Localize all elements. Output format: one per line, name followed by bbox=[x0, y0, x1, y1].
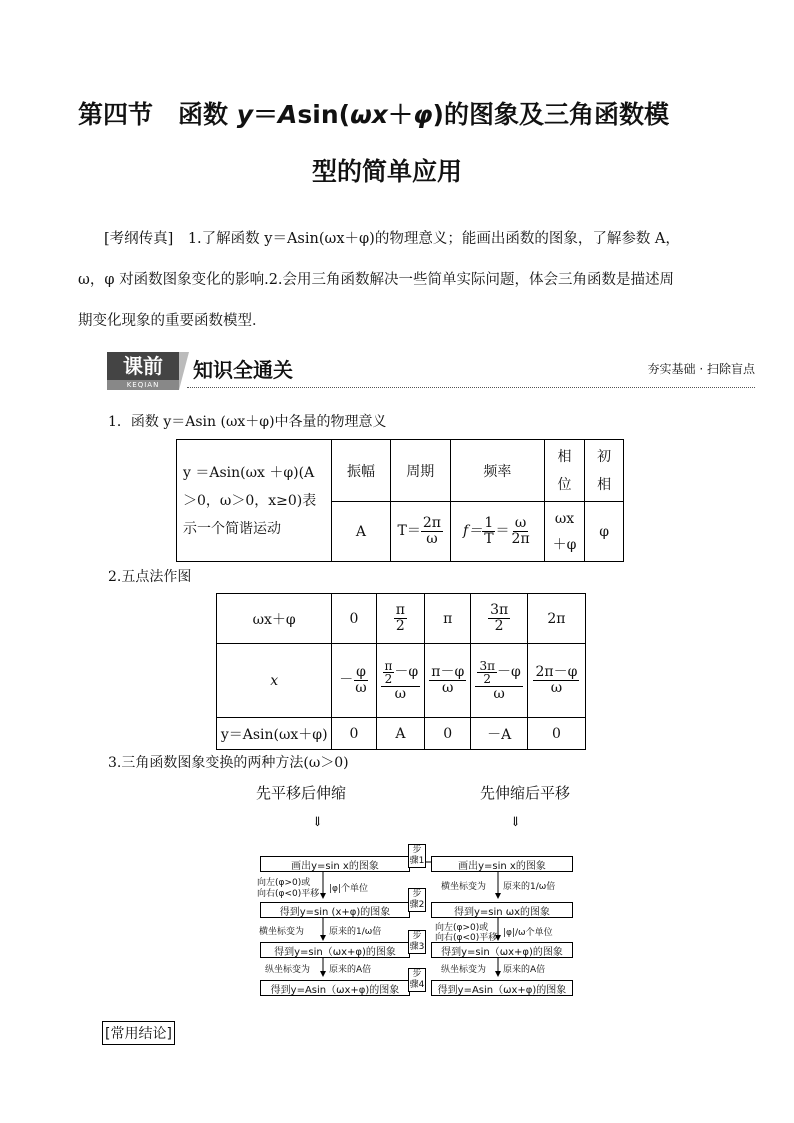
row3-c5: 0 bbox=[527, 718, 585, 750]
value-period: T＝ $\frac{2\pi}{\omega}$ bbox=[390, 502, 450, 562]
header-phase: 相 位 bbox=[544, 440, 585, 502]
row3-c1: 0 bbox=[332, 718, 376, 750]
banner-corner bbox=[179, 352, 189, 390]
right-box-2: 得到y=sin ωx的图象 bbox=[431, 902, 573, 918]
intro-line3: 期变化现象的重要函数模型． bbox=[78, 313, 267, 329]
value-phase: ωx ＋φ bbox=[544, 502, 585, 562]
step-3-label: 步骤3 bbox=[409, 931, 425, 952]
physics-desc-cell: y ＝Asin(ωx ＋φ)(A ＞0，ω＞0，x≥0)表 示一个简谐运动 bbox=[177, 440, 332, 562]
left-transform-1a: 向左(φ>0)或 bbox=[257, 878, 311, 888]
header-period: 周期 bbox=[390, 440, 450, 502]
physics-table bbox=[176, 439, 624, 562]
row1-c5: 2π bbox=[527, 594, 585, 644]
header-initial-phase: 初 相 bbox=[585, 440, 624, 502]
intro-tag: [考纲传真] bbox=[104, 231, 174, 247]
row3-c4: －A bbox=[471, 718, 528, 750]
right-transform-3a: 纵坐标变为 bbox=[441, 965, 487, 975]
row1-c3: π bbox=[425, 594, 471, 644]
right-box-4: 得到y=Asin（ωx+φ)的图象 bbox=[431, 980, 573, 996]
right-method-title: 先伸缩后平移 bbox=[480, 784, 571, 802]
banner-tag-sub: KEQIAN bbox=[107, 380, 179, 390]
right-transform-2a: 向左(φ>0)或 bbox=[435, 923, 489, 933]
section1-heading: 1．函数 y＝Asin (ωx＋φ)中各量的物理意义 bbox=[108, 414, 387, 430]
left-box-4: 得到y=Asin（ωx+φ)的图象 bbox=[260, 980, 410, 996]
section3-heading: 3.三角函数图象变换的两种方法(ω＞0) bbox=[108, 755, 349, 771]
left-transform-3b: 原来的A倍 bbox=[329, 965, 372, 975]
five-point-table bbox=[216, 593, 586, 750]
step-4-label: 步骤4 bbox=[409, 969, 425, 990]
row1-c4: $\frac{3\pi}{2}$ bbox=[471, 594, 528, 644]
right-transform-2c: |φ|/ω个单位 bbox=[503, 928, 553, 938]
header-frequency: 频率 bbox=[450, 440, 544, 502]
banner-rule bbox=[187, 387, 755, 388]
left-transform-1b: 向右(φ<0)平移 bbox=[257, 889, 320, 899]
step-2-label: 步骤2 bbox=[409, 889, 425, 910]
right-down-arrow-icon: ⇓ bbox=[510, 815, 521, 830]
common-conclusion-tag: [常用结论] bbox=[102, 1021, 175, 1045]
section2-heading: 2.五点法作图 bbox=[108, 569, 192, 585]
left-box-2: 得到y=sin (x+φ)的图象 bbox=[260, 902, 410, 918]
row2-label: x bbox=[217, 644, 332, 718]
page-title-line2: 型的简单应用 bbox=[312, 157, 463, 186]
left-transform-2b: 原来的1/ω倍 bbox=[329, 927, 382, 937]
right-transform-3b: 原来的A倍 bbox=[503, 965, 546, 975]
value-initial-phase: φ bbox=[585, 502, 624, 562]
left-box-1: 画出y=sin x的图象 bbox=[260, 856, 410, 872]
row2-c1: － $\frac{\varphi}{\omega}$ bbox=[332, 644, 376, 718]
row3-c3: 0 bbox=[425, 718, 471, 750]
value-frequency: f＝ $\frac{1}{T}$ ＝ $\frac{\omega}{2\pi}$ bbox=[450, 502, 544, 562]
right-transform-1a: 横坐标变为 bbox=[441, 882, 487, 892]
header-amplitude: 振幅 bbox=[332, 440, 390, 502]
right-transform-1b: 原来的1/ω倍 bbox=[503, 882, 556, 892]
value-amplitude: A bbox=[332, 502, 390, 562]
row2-c3: $\frac{\pi-\varphi}{\omega}$ bbox=[425, 644, 471, 718]
row1-label: ωx＋φ bbox=[217, 594, 332, 644]
right-transform-2b: 向右(φ<0)平移 bbox=[435, 933, 498, 943]
section-banner bbox=[107, 352, 755, 392]
left-transform-1c: |φ|个单位 bbox=[329, 884, 369, 894]
row3-c2: A bbox=[376, 718, 425, 750]
row1-c1: 0 bbox=[332, 594, 376, 644]
page-title: 第四节 函数 y＝Asin(ωx＋φ)的图象及三角函数模 bbox=[78, 100, 669, 129]
row2-c2: $\frac{\pi}{2}$ －φ ω bbox=[376, 644, 425, 718]
transform-flowchart bbox=[255, 842, 585, 1002]
step-1-label: 步骤1 bbox=[409, 845, 425, 866]
left-box-3: 得到y=sin（ωx+φ)的图象 bbox=[260, 942, 410, 958]
left-transform-2a: 横坐标变为 bbox=[259, 927, 305, 937]
right-box-1: 画出y=sin x的图象 bbox=[431, 856, 573, 872]
row1-c2: $\frac{\pi}{2}$ bbox=[376, 594, 425, 644]
intro-line2: ω，φ 对函数图象变化的影响.2.会用三角函数解决一些简单实际问题，体会三角函数是描述周 bbox=[78, 272, 675, 288]
row2-c5: $\frac{2\pi-\varphi}{\omega}$ bbox=[527, 644, 585, 718]
right-box-3: 得到y=sin（ωx+φ)的图象 bbox=[431, 942, 573, 958]
banner-tag: 课前 bbox=[107, 352, 179, 380]
banner-title: 知识全通关 bbox=[193, 358, 293, 382]
left-down-arrow-icon: ⇓ bbox=[312, 815, 323, 830]
left-transform-3a: 纵坐标变为 bbox=[265, 965, 311, 975]
row3-label: y＝Asin(ωx＋φ) bbox=[217, 718, 332, 750]
intro-line1: [考纲传真] 1.了解函数 y＝Asin(ωx＋φ)的物理意义；能画出函数的图象，了解参数 A， bbox=[104, 231, 680, 247]
row2-c4: $\frac{3\pi}{2}$ －φ ω bbox=[471, 644, 528, 718]
banner-right-text: 夯实基础 · 扫除盲点 bbox=[647, 362, 755, 376]
left-method-title: 先平移后伸缩 bbox=[256, 784, 347, 802]
